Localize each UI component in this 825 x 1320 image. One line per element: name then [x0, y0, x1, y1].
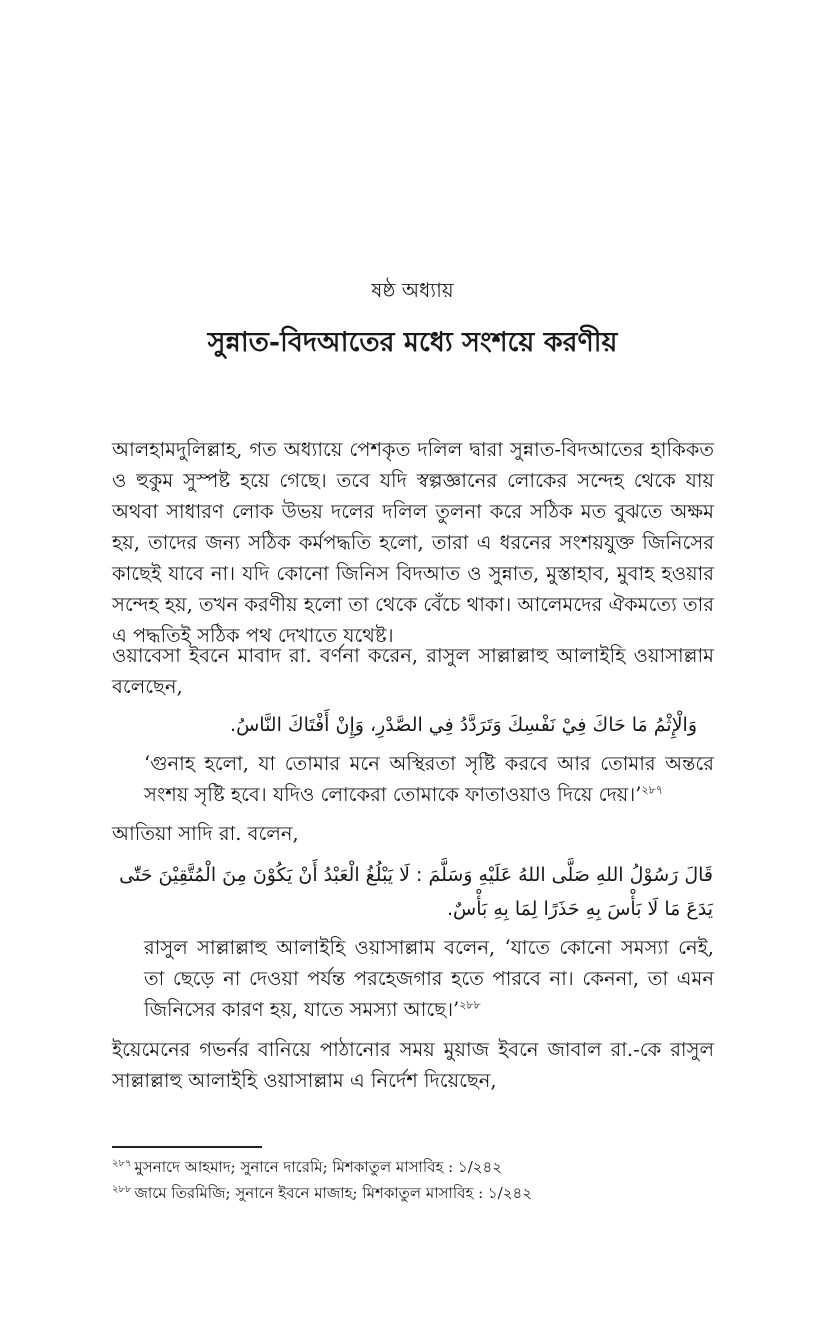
chapter-label: ষষ্ঠ অধ্যায়	[371, 278, 454, 302]
quote-1-text: ‘গুনাহ হলো, যা তোমার মনে অস্থিরতা সৃষ্টি করবে আর তোমার অন্তরে সংশয় সৃষ্টি হবে। যদিও লোকেরা তোমাকে ফাতাওয়াও দিয়ে দেয়।’	[144, 752, 714, 806]
footnote-287	[112, 1156, 714, 1178]
footnote-text: জামে তিরমিজি; সুনানে ইবনে মাজাহ; মিশকাতুল মাসাবিহ : ১/২৪২	[134, 1184, 532, 1202]
arabic-hadith-1: وَالْإِثْمُ مَا حَاكَ فِيْ نَفْسِكَ وَتَرَدَّدُ فِي الصَّدْرِ، وَإِنْ أَفْتَاكَ النَّاسُ.	[230, 714, 697, 736]
paragraph-wabisa: ওয়াবেসা ইবনে মাবাদ রা. বর্ণনা করেন, রাসুল সাল্লাল্লাহু আলাইহি ওয়াসাল্লাম বলেছেন,	[112, 644, 714, 698]
footnote-number: ২৮৭	[112, 1158, 132, 1169]
quote-2-text: রাসুল সাল্লাল্লাহু আলাইহি ওয়াসাল্লাম বলেন, ‘যাতে কোনো সমস্যা নেই, তা ছেড়ে না দেওয়া পর্যন্ত পরহেজগার হতে পারবে না। কেননা, তা এমন জিনিসের কারণ হয়, যাতে সমস্যা আছে।’	[144, 936, 714, 1021]
footnote-ref-288: ২৮৮	[459, 998, 481, 1012]
footnote-ref-287: ২৮৭	[641, 783, 663, 797]
arabic-hadith-2-line-2: يَدَعَ مَا لَا بَأْسَ بِهِ حَذَرًا لِمَا بِهِ بَأْسٌ.	[447, 898, 713, 920]
arabic-hadith-2-line-1: قَالَ رَسُوْلُ اللهِ صَلَّى اللهُ عَلَيْهِ وَسَلَّمَ : لَا يَبْلُغُ الْعَبْدُ أَنْ يَكُوْنَ مِنَ الْمُتَّقِيْنَ حَتّٰى	[119, 864, 713, 886]
footnote-288	[112, 1182, 714, 1204]
quote-translation-1	[144, 748, 714, 810]
paragraph-atiya: আতিয়া সাদি রা. বলেন,	[112, 822, 299, 845]
footnote-divider	[112, 1146, 262, 1148]
footnote-number: ২৮৮	[112, 1184, 132, 1195]
quote-translation-2	[144, 932, 714, 1025]
paragraph-intro: আলহামদুলিল্লাহ, গত অধ্যায়ে পেশকৃত দলিল দ্বারা সুন্নাত-বিদআতের হাকিকত ও হুকুম সুস্পষ্ট হয়ে গেছে। তবে যদি স্বল্পজ্ঞানের লোকের সন্দেহ থেকে যায় অথবা সাধারণ লোক উভয় দলের দলিল তুলনা করে সঠিক মত বুঝতে অক্ষম হয়, তাদের জন্য সঠিক কর্মপদ্ধতি হলো, তারা এ ধরনের সংশয়যুক্ত জিনিসের কাছেই যাবে না। যদি কোনো জিনিস বিদআত ও সুন্নাত, মুস্তাহাব, মুবাহ হওয়ার সন্দেহ হয়, তখন করণীয় হলো তা থেকে বেঁচে থাকা। আলেমদের ঐকমত্যে তার এ পদ্ধতিই সঠিক পথ দেখাতে যথেষ্ট।	[112, 438, 714, 647]
paragraph-muaz: ইয়েমেনের গভর্নর বানিয়ে পাঠানোর সময় মুয়াজ ইবনে জাবাল রা.-কে রাসুল সাল্লাল্লাহু আলাইহি ওয়াসাল্লাম এ নির্দেশ দিয়েছেন,	[112, 1038, 714, 1092]
footnote-text: মুসনাদে আহমাদ; সুনানে দারেমি; মিশকাতুল মাসাবিহ : ১/২৪২	[134, 1158, 502, 1176]
chapter-title: সুন্নাত-বিদআতের মধ্যে সংশয়ে করণীয়	[207, 327, 618, 358]
